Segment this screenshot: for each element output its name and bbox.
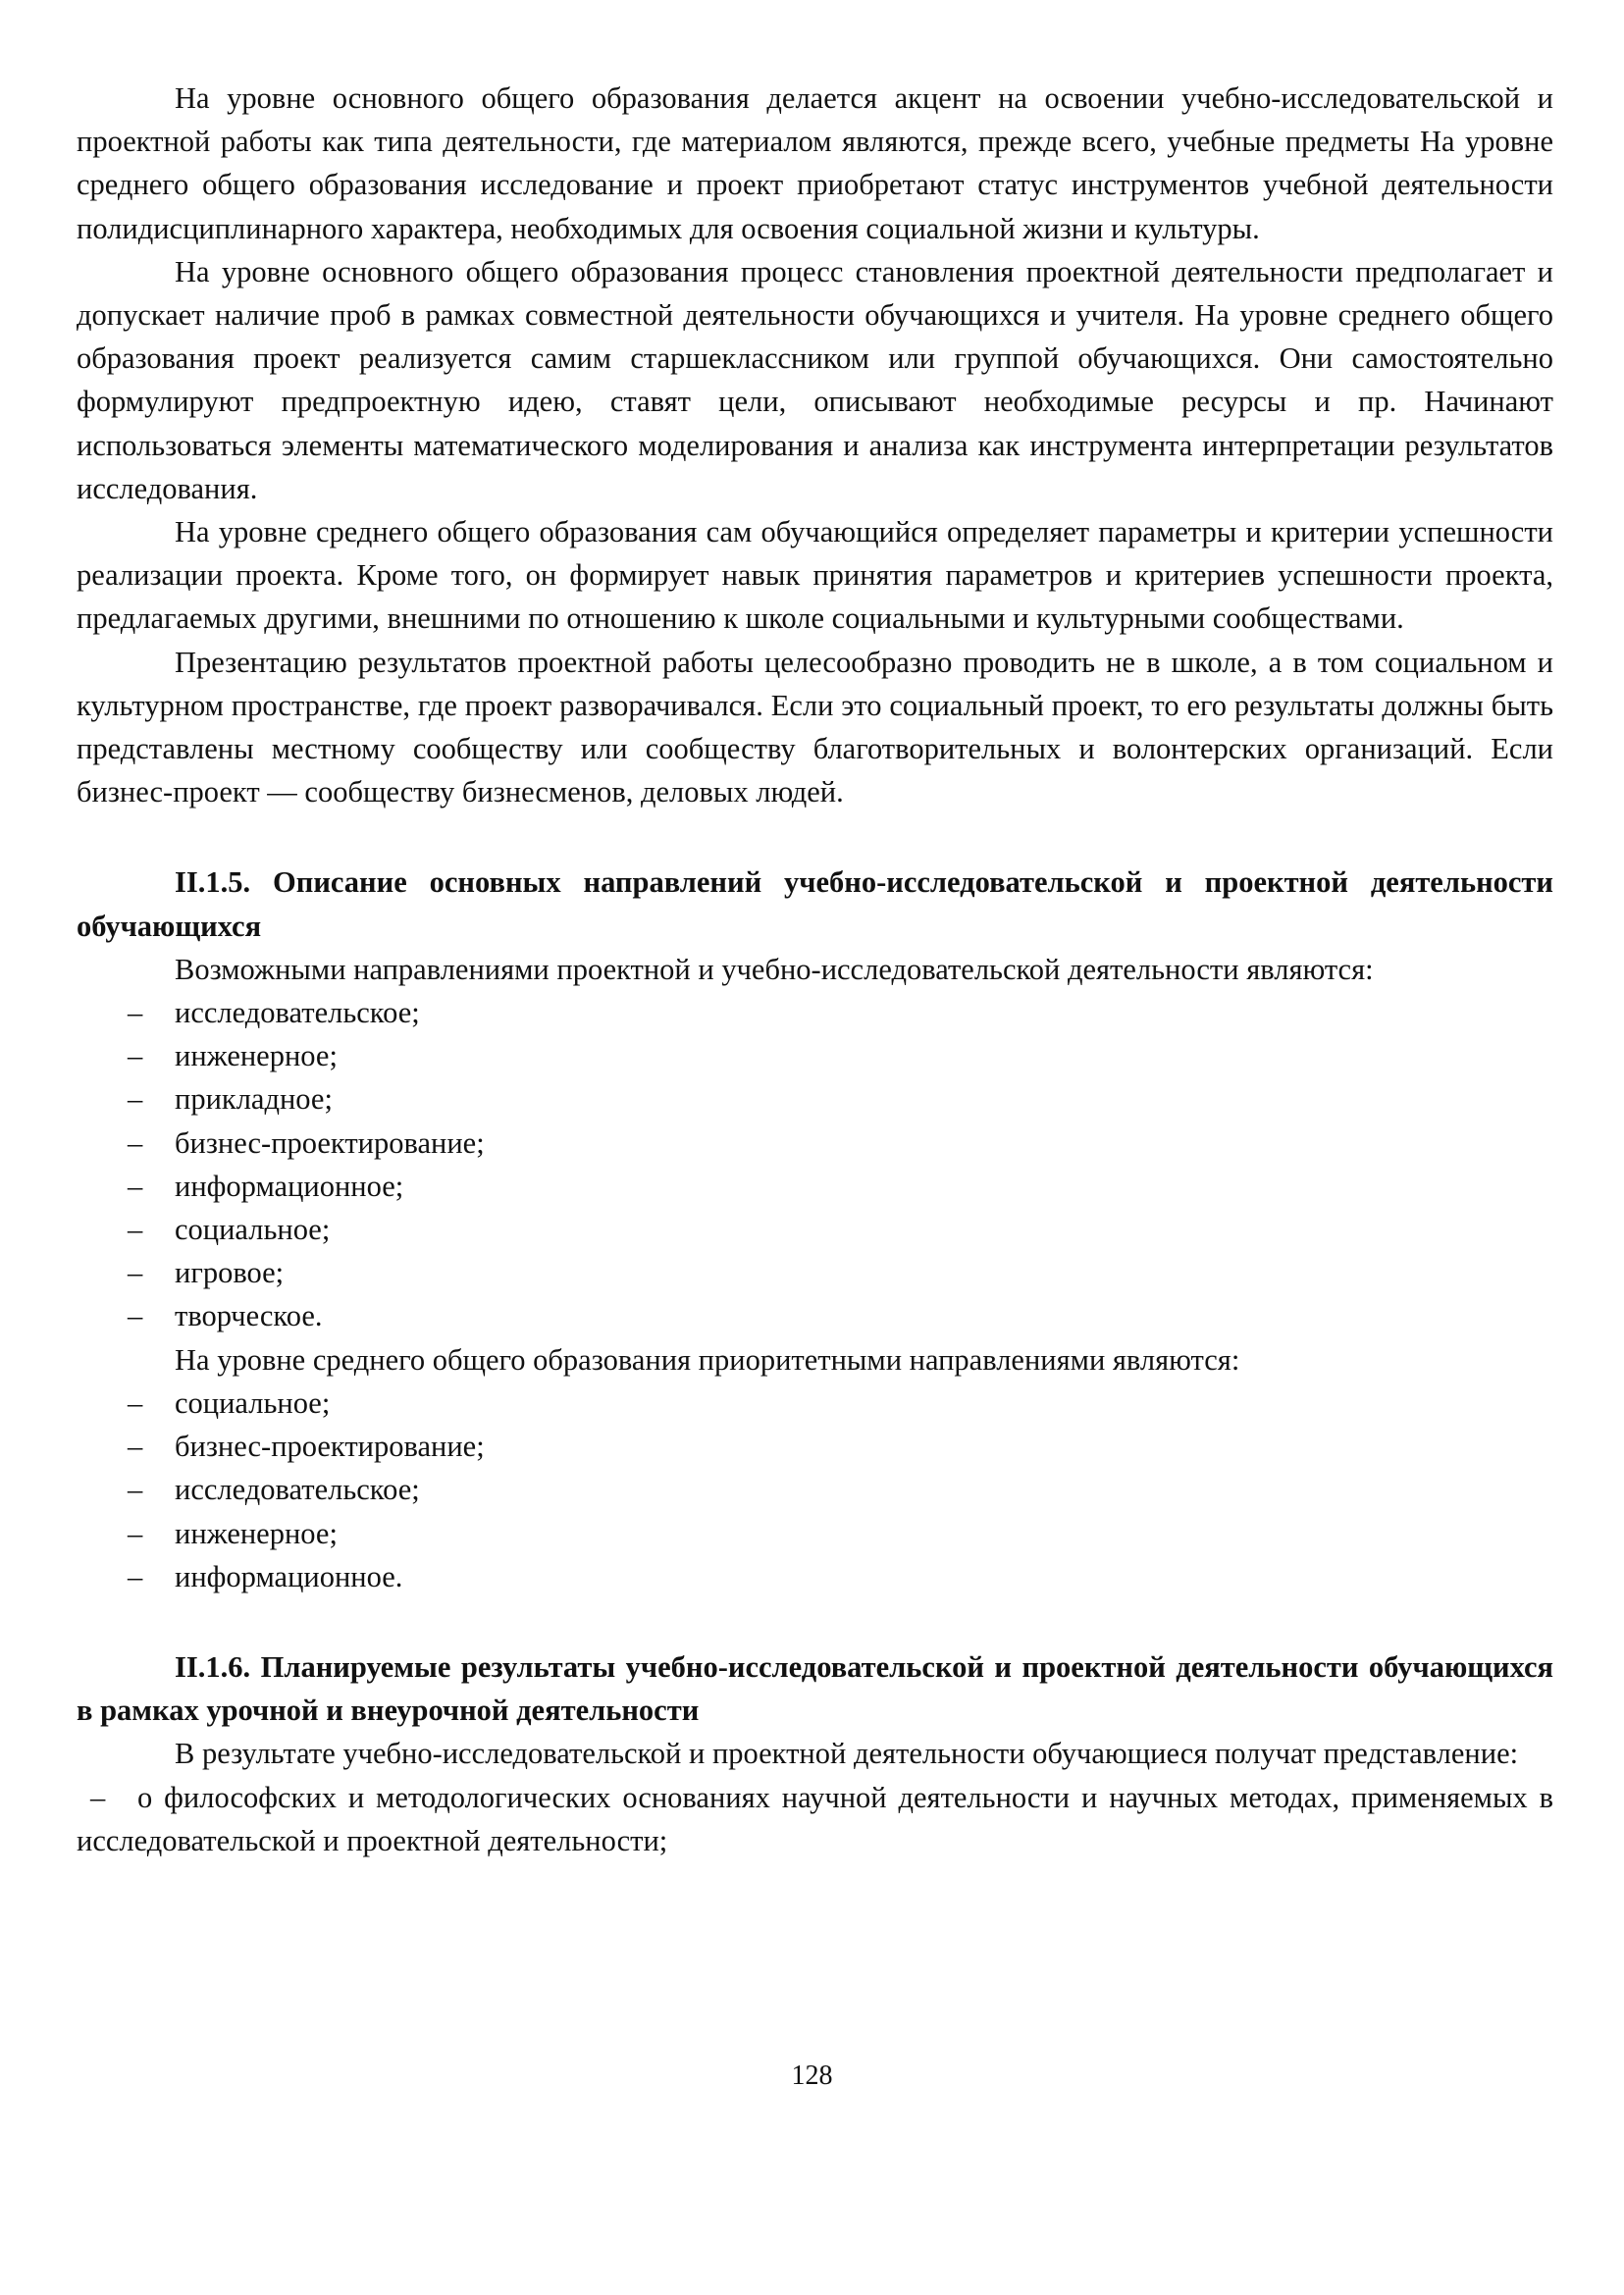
section-intro: В результате учебно-исследовательской и проектной деятельности обучающиеся получат представление:: [175, 1737, 1519, 1771]
list-item: – бизнес-проектирование;: [77, 1425, 1553, 1468]
dash-marker: –: [128, 1213, 143, 1247]
dash-marker: –: [128, 1516, 143, 1550]
page-number: 128: [791, 2060, 833, 2091]
section-heading-115: [77, 861, 1553, 947]
directions-list: [77, 991, 1553, 1338]
priority-directions-list: [77, 1382, 1553, 1598]
paragraph: Презентацию результатов проектной работы целесообразно проводить не в школе, а в том социальном и культурном пространстве, где проект разворачивался. Если это социальный проект, то его результаты должны быть представлены местному сообществу или сообществу благотворительных и волонтерских организаций. Если бизнес-проект — сообществу бизнесменов, деловых людей.: [77, 645, 1553, 809]
list-item: – инженерное;: [77, 1034, 1553, 1077]
dash-marker: –: [90, 1780, 106, 1814]
paragraph: На уровне среднего общего образования сам обучающийся определяет параметры и критерии успешности реализации проекта. Кроме того, он формирует навык принятия параметров и критериев успешности проекта, предлагаемых другими, внешними по отношению к школе социальными и культурными сообществами.: [77, 515, 1553, 636]
dash-marker: –: [128, 1082, 143, 1117]
dash-marker: –: [128, 996, 143, 1030]
list-item: – информационное;: [77, 1165, 1553, 1208]
list-item: – прикладное;: [77, 1077, 1553, 1121]
section-title: Описание основных направлений учебно-исследовательской и проектной деятельности обучающихся: [77, 865, 1553, 943]
dash-marker: –: [128, 1559, 143, 1593]
dash-marker: –: [128, 1473, 143, 1507]
list-item: – информационное.: [77, 1555, 1553, 1598]
section-heading-116: [77, 1645, 1553, 1732]
list-item: – инженерное;: [77, 1512, 1553, 1555]
section-intro: Возможными направлениями проектной и учебно-исследовательской деятельности являются:: [175, 952, 1374, 986]
dash-marker: –: [128, 1385, 143, 1420]
section-number: II.1.6.: [175, 1649, 251, 1684]
document-page: [77, 77, 1553, 1862]
dash-marker: –: [128, 1430, 143, 1464]
dash-marker: –: [128, 1125, 143, 1160]
list-item: – социальное;: [77, 1382, 1553, 1425]
section-intro-2: На уровне среднего общего образования приоритетными направлениями являются:: [175, 1342, 1240, 1377]
section-number: II.1.5.: [175, 865, 251, 900]
paragraph: На уровне основного общего образования процесс становления проектной деятельности предполагает и допускает наличие проб в рамках совместной деятельности обучающихся и учителя. На уровне среднего общего образования проект реализуется самим старшеклассником или группой обучающихся. Они самостоятельно формулируют предпроектную идею, ставят цели, описывают необходимые ресурсы и пр. Начинают использоваться элементы математического моделирования и анализа как инструмента интерпретации результатов исследования.: [77, 254, 1553, 505]
section-title: Планируемые результаты учебно-исследовательской и проектной деятельности обучающихся в рамках урочной и внеурочной деятельности: [77, 1649, 1553, 1728]
list-item: – исследовательское;: [77, 991, 1553, 1034]
list-item: – бизнес-проектирование;: [77, 1121, 1553, 1165]
list-item: – о философских и методологических основаниях научной деятельности и научных методах, применяемых в исследовательской и проектной деятельности;: [77, 1776, 1553, 1862]
paragraph: На уровне основного общего образования делается акцент на освоении учебно-исследовательской и проектной работы как типа деятельности, где материалом являются, прежде всего, учебные предметы На уровне среднего общего образования исследование и проект приобретают статус инструментов учебной деятельности полидисциплинарного характера, необходимых для освоения социальной жизни и культуры.: [77, 81, 1553, 245]
list-item: – игровое;: [77, 1251, 1553, 1294]
list-item: – социальное;: [77, 1208, 1553, 1251]
dash-marker: –: [128, 1039, 143, 1073]
list-item: – творческое.: [77, 1294, 1553, 1337]
dash-marker: –: [128, 1169, 143, 1203]
dash-marker: –: [128, 1256, 143, 1290]
dash-marker: –: [128, 1299, 143, 1333]
list-item: – исследовательское;: [77, 1468, 1553, 1511]
